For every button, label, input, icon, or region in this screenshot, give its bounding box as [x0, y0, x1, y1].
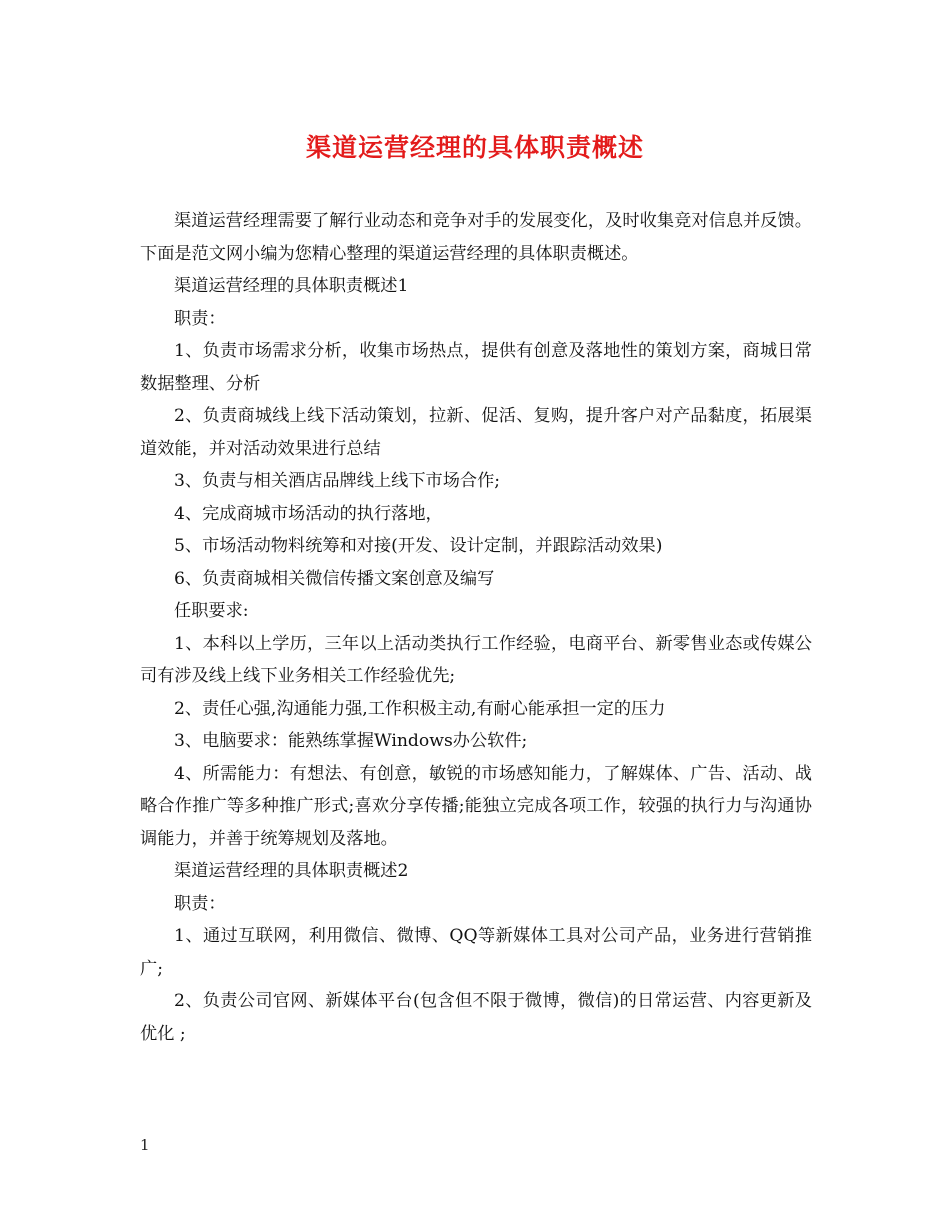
- list-item: 4、完成商城市场活动的执行落地，: [174, 503, 443, 524]
- list-item: 3、电脑要求：能熟练掌握Windows办公软件;: [174, 731, 528, 751]
- list-item: 2、负责商城线上线下活动策划，拉新、促活、复购，提升客户对产品黏度，拓展渠道效能，并对活动效果进行总结: [140, 406, 812, 459]
- list-item: 2、负责公司官网、新媒体平台(包含但不限于微博，微信)的日常运营、内容更新及优化 ;: [140, 991, 812, 1044]
- document-title: 渠道运营经理的具体职责概述: [305, 133, 644, 162]
- document-body: [140, 205, 812, 1050]
- section-heading-2: 渠道运营经理的具体职责概述2: [174, 861, 409, 881]
- list-item: 3、负责与相关酒店品牌线上线下市场合作;: [174, 471, 501, 491]
- list-item: 1、通过互联网，利用微信、微博、QQ等新媒体工具对公司产品，业务进行营销推广;: [140, 926, 812, 979]
- requirements-label: 任职要求:: [174, 601, 249, 621]
- list-item: 4、所需能力：有想法、有创意，敏锐的市场感知能力，了解媒体、广告、活动、战略合作推广等多种推广形式;喜欢分享传播;能独立完成各项工作，较强的执行力与沟通协调能力，并善于统筹规划及落地。: [140, 763, 812, 849]
- intro-paragraph: 渠道运营经理需要了解行业动态和竞争对手的发展变化，及时收集竞对信息并反馈。下面是范文网小编为您精心整理的渠道运营经理的具体职责概述。: [140, 211, 812, 264]
- list-item: 6、负责商城相关微信传播文案创意及编写: [174, 568, 495, 589]
- section-heading-1: 渠道运营经理的具体职责概述1: [174, 276, 409, 296]
- list-item: 1、本科以上学历，三年以上活动类执行工作经验，电商平台、新零售业态或传媒公司有涉及线上线下业务相关工作经验优先;: [140, 633, 812, 686]
- responsibilities-label-1: 职责：: [174, 308, 226, 329]
- list-item: 2、责任心强,沟通能力强,工作积极主动,有耐心能承担一定的压力: [174, 698, 666, 719]
- list-item: 5、市场活动物料统筹和对接(开发、设计定制，并跟踪活动效果): [174, 536, 663, 556]
- page-number: 1: [140, 1136, 150, 1154]
- responsibilities-label-2: 职责：: [174, 893, 226, 914]
- list-item: 1、负责市场需求分析，收集市场热点，提供有创意及落地性的策划方案，商城日常数据整理、分析: [140, 341, 812, 394]
